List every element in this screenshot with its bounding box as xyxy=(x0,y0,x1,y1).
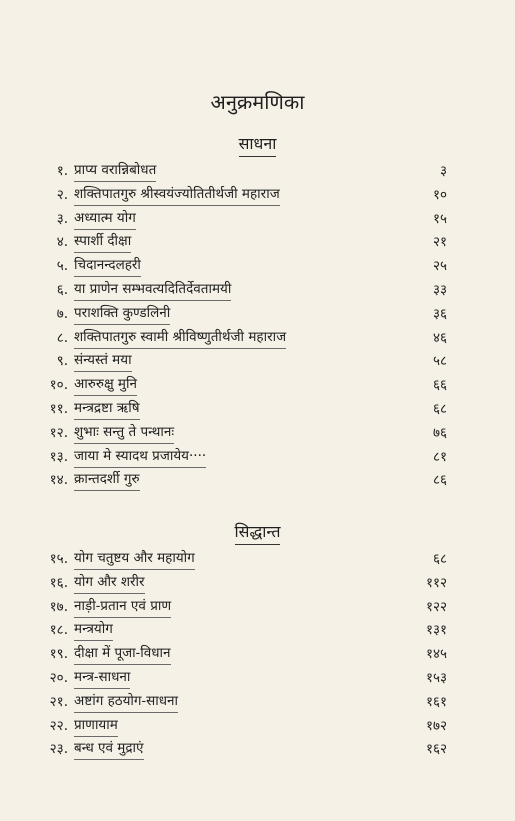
entry-page-number: ७६ xyxy=(432,424,447,441)
entry-number: २२. xyxy=(49,717,68,734)
entry-page-number: १६१ xyxy=(425,693,447,710)
entry-number: २. xyxy=(56,186,68,203)
contents-entry xyxy=(0,691,515,715)
entry-number: १७. xyxy=(49,598,68,615)
entry-page-number: ६८ xyxy=(432,400,447,417)
contents-entry xyxy=(0,422,515,446)
section-heading-text: साधना xyxy=(239,132,277,157)
entry-number: १५. xyxy=(49,551,68,567)
section-heading-text: सिद्धान्त xyxy=(235,520,281,545)
entry-number: १८. xyxy=(49,622,68,639)
entry-title: अध्यात्म योग xyxy=(74,208,136,230)
entry-title: मन्त्रयोग xyxy=(74,619,113,641)
contents-entry xyxy=(0,184,515,208)
entry-title: प्राप्य वरान्निबोधत xyxy=(74,160,156,182)
entry-title: प्राणायाम xyxy=(74,715,118,737)
entry-page-number: ८१ xyxy=(432,448,447,465)
entry-title: नाड़ी-प्रतान एवं प्राण xyxy=(74,596,171,618)
contents-entry xyxy=(0,548,515,572)
entry-number: ३. xyxy=(56,210,68,227)
entry-title: आरुरुक्षु मुनि xyxy=(74,374,137,396)
entry-title: योग चतुष्टय और महायोग xyxy=(74,548,195,570)
entry-page-number: १४५ xyxy=(425,646,447,663)
section-heading-sadhana xyxy=(0,132,515,157)
entry-page-number: ५८ xyxy=(432,353,447,370)
entry-title: जाया मे स्यादथ प्रजायेय···· xyxy=(74,446,206,468)
contents-entry xyxy=(0,715,515,739)
entry-number: ८. xyxy=(56,329,68,346)
page-title: अनुक्रमणिका xyxy=(210,90,305,114)
entry-number: २३. xyxy=(49,741,68,758)
entry-title: चिदानन्दलहरी xyxy=(74,255,141,277)
entry-page-number: ३६ xyxy=(432,305,447,322)
contents-entry xyxy=(0,160,515,184)
entry-title: योग और शरीर xyxy=(74,572,145,594)
entry-number: ६. xyxy=(56,281,68,298)
entry-number: ९. xyxy=(56,353,68,370)
entry-title: अष्टांग हठयोग-साधना xyxy=(74,691,178,713)
entry-page-number: १५ xyxy=(432,210,447,227)
contents-list-sadhana xyxy=(0,160,515,493)
entry-title: संन्यस्तं मया xyxy=(74,350,132,372)
contents-entry xyxy=(0,327,515,351)
entry-page-number: १७२ xyxy=(425,717,447,734)
entry-number: ५. xyxy=(56,258,68,275)
entry-page-number: १६२ xyxy=(425,741,447,758)
contents-entry xyxy=(0,279,515,303)
entry-title: मन्त्र-साधना xyxy=(74,667,130,689)
contents-entry xyxy=(0,738,515,762)
entry-page-number: १५३ xyxy=(425,669,447,686)
entry-page-number: ६८ xyxy=(432,551,447,567)
contents-entry xyxy=(0,596,515,620)
contents-entry xyxy=(0,398,515,422)
entry-number: १९. xyxy=(49,646,68,663)
contents-entry xyxy=(0,350,515,374)
entry-number: १. xyxy=(56,163,68,179)
entry-number: १२. xyxy=(49,424,68,441)
entry-page-number: ११२ xyxy=(425,574,447,591)
entry-title: क्रान्तदर्शी गुरु xyxy=(74,469,140,491)
contents-entry xyxy=(0,231,515,255)
entry-number: २१. xyxy=(49,693,68,710)
entry-title: दीक्षा में पूजा-विधान xyxy=(74,643,171,665)
entry-title: या प्राणेन सम्भवत्यदितिर्देवतामयी xyxy=(74,279,231,301)
entry-number: २०. xyxy=(49,669,68,686)
entry-page-number: २५ xyxy=(432,258,447,275)
entry-title: बन्ध एवं मुद्राएं xyxy=(74,738,144,760)
entry-number: १६. xyxy=(49,574,68,591)
entry-number: १४. xyxy=(49,472,68,489)
entry-page-number: ४६ xyxy=(432,329,447,346)
entry-page-number: १३१ xyxy=(425,622,447,639)
contents-entry xyxy=(0,374,515,398)
entry-page-number: १२२ xyxy=(425,598,447,615)
entry-title: शुभाः सन्तु ते पन्थानः xyxy=(74,422,174,444)
contents-entry xyxy=(0,255,515,279)
contents-entry xyxy=(0,208,515,232)
entry-title: पराशक्ति कुण्डलिनी xyxy=(74,303,170,325)
entry-number: ७. xyxy=(56,305,68,322)
entry-title: शक्तिपातगुरु श्रीस्वयंज्योतितीर्थजी महाराज xyxy=(74,184,280,206)
contents-entry xyxy=(0,572,515,596)
entry-page-number: ६६ xyxy=(432,377,447,394)
contents-entry xyxy=(0,619,515,643)
contents-entry xyxy=(0,667,515,691)
section-heading-siddhant xyxy=(0,520,515,545)
entry-title: शक्तिपातगुरु स्वामी श्रीविष्णुतीर्थजी महाराज xyxy=(74,327,286,349)
contents-entry xyxy=(0,469,515,493)
entry-page-number: ३ xyxy=(439,163,447,179)
entry-number: १३. xyxy=(49,448,68,465)
contents-entry xyxy=(0,446,515,470)
entry-page-number: ८६ xyxy=(432,472,447,489)
contents-entry xyxy=(0,643,515,667)
entry-title: मन्त्रद्रष्टा ऋषि xyxy=(74,398,140,420)
contents-list-siddhant xyxy=(0,548,515,762)
entry-number: ४. xyxy=(56,234,68,251)
entry-number: १०. xyxy=(49,377,68,394)
entry-title: स्पार्शी दीक्षा xyxy=(74,231,131,253)
entry-page-number: ३३ xyxy=(432,281,447,298)
entry-page-number: १० xyxy=(432,186,447,203)
entry-page-number: २१ xyxy=(432,234,447,251)
entry-number: ११. xyxy=(49,400,68,417)
contents-entry xyxy=(0,303,515,327)
